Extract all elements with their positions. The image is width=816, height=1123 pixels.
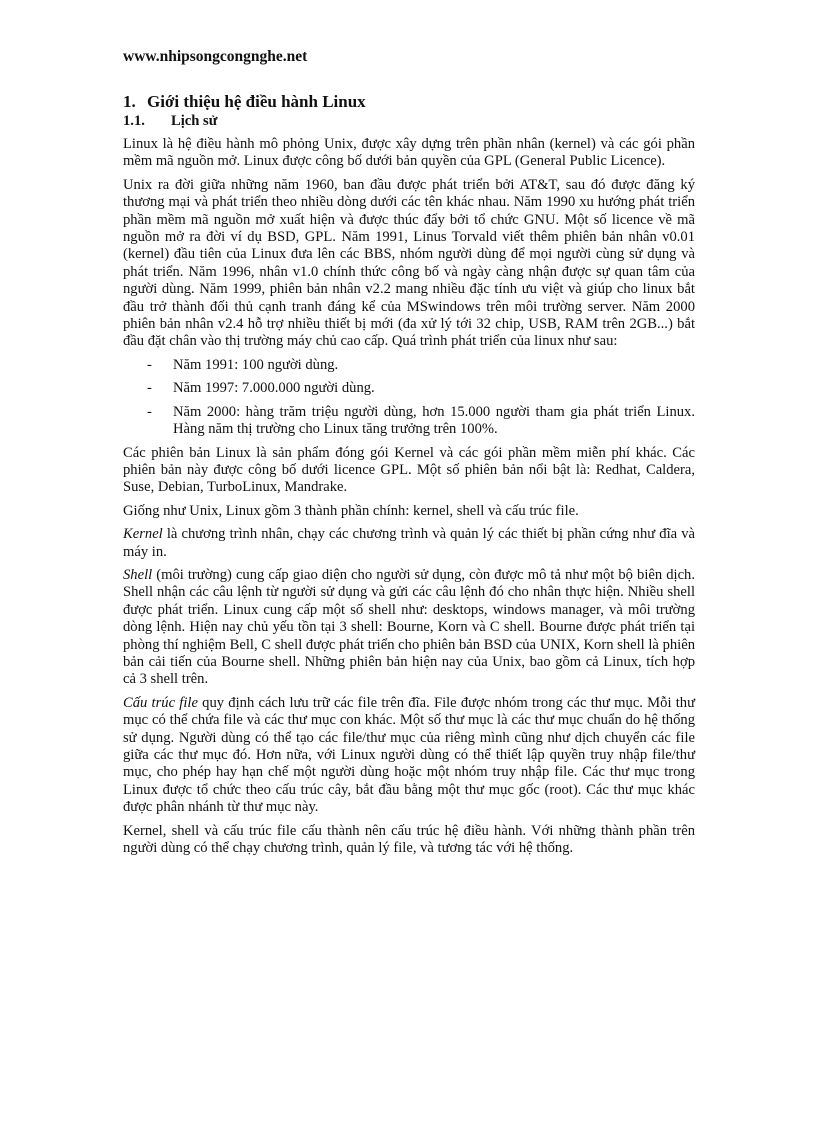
list-item-text: Năm 1991: 100 người dùng. <box>173 356 339 373</box>
section-number: 1. <box>123 92 136 111</box>
term-shell: Shell <box>123 566 153 583</box>
subsection-heading <box>123 113 695 130</box>
list-item <box>123 357 695 374</box>
bullet-dash: - <box>147 356 152 373</box>
paragraph-history: Unix ra đời giữa những năm 1960, ban đầu được phát triển bởi AT&T, sau đó được đăng ký thương mại và phát triển theo nhiều dòng dưới các tên khác nhau. Năm 1990 xu hướng phát triển phần mềm mã nguồn mở xuất hiện và được thúc đẩy bởi tổ chức GNU. Một số licence về mã nguồn mở ra đời ví dụ BSD, GPL. Năm 1991, Linus Torvald viết thêm phiên bản nhân v0.01 (kernel) đầu tiên của Linux đưa lên các BBS, nhóm người dùng để mọi người cùng sử dụng và phát triển. Năm 1996, nhân v1.0 chính thức công bố và ngày càng nhận được sự quan tâm của người dùng. Năm 1999, phiên bản nhân v2.2 mang nhiều đặc tính ưu việt và giúp cho linux bắt đầu trở thành đối thủ cạnh tranh đáng kể của MSwindows trên môi trường server. Năm 2000 phiên bản nhân v2.4 hỗ trợ nhiều thiết bị mới (đa xử lý tới 32 chip, USB, RAM trên 2GB...) bắt đầu đặt chân vào thị trường máy chủ cao cấp. Quá trình phát triển của linux như sau: <box>123 176 695 350</box>
paragraph-kernel <box>123 526 695 561</box>
list-item <box>123 380 695 397</box>
section-heading <box>123 92 695 112</box>
subsection-number: 1.1. <box>123 113 145 129</box>
list-item-text: Năm 1997: 7.000.000 người dùng. <box>173 380 375 397</box>
term-kernel: Kernel <box>123 526 163 543</box>
list-item-text: Năm 2000: hàng trăm triệu người dùng, hơn 15.000 người tham gia phát triển Linux. Hàng năm thị trường cho Linux tăng trưởng trên 100%. <box>173 403 695 438</box>
section-title: Giới thiệu hệ điều hành Linux <box>147 92 366 111</box>
paragraph-shell <box>123 567 695 689</box>
list-item <box>123 404 695 439</box>
paragraph-summary: Kernel, shell và cấu trúc file cấu thành nên cấu trúc hệ điều hành. Với những thành phần trên người dùng có thể chạy chương trình, quản lý file, và tương tác với hệ thống. <box>123 822 695 857</box>
site-url: www.nhipsongcongnghe.net <box>123 48 308 65</box>
term-file-structure: Cấu trúc file <box>123 694 198 711</box>
growth-list <box>123 357 695 439</box>
paragraph-distributions: Các phiên bản Linux là sản phẩm đóng gói Kernel và các gói phần mềm miễn phí khác. Các phiên bản này được công bố dưới licence GPL. Một số phiên bản nổi bật là: Redhat, Caldera, Suse, Debian, TurboLinux, Mandrake. <box>123 444 695 496</box>
paragraph-intro: Linux là hệ điều hành mô phỏng Unix, được xây dựng trên phần nhân (kernel) và các gói phần mềm mã nguồn mở. Linux được công bố dưới bản quyền của GPL (General Public Licence). <box>123 136 695 170</box>
subsection-title: Lịch sử <box>171 113 218 129</box>
document-page <box>123 48 695 863</box>
bullet-dash: - <box>147 380 152 397</box>
bullet-dash: - <box>147 403 152 420</box>
paragraph-components: Giống như Unix, Linux gồm 3 thành phần chính: kernel, shell và cấu trúc file. <box>123 502 579 519</box>
file-structure-description: quy định cách lưu trữ các file trên đĩa. File được nhóm trong các thư mục. Mỗi thư mục có thể chứa file và các thư mục con khác. Một số thư mục là các thư mục chuẩn do hệ thống sử dụng. Người dùng có thể tạo các file/thư mục của riêng mình cũng như dịch chuyển các file giữa các thư mục đó. Hơn nữa, với Linux người dùng có thể thiết lập quyền truy nhập file/thư mục, cho phép hay hạn chế một người dùng hoặc một nhóm truy nhập file. Các thư mục trong Linux được tổ chức theo cấu trúc cây, bắt đầu bằng một thư mục gốc (root). Các thư mục khác được phân nhánh từ thư mục này. <box>123 694 696 816</box>
paragraph-file-structure <box>123 695 695 817</box>
shell-description: (môi trường) cung cấp giao diện cho người sử dụng, còn được mô tả như một bộ biên dịch. Shell nhận các câu lệnh từ người sử dụng và gửi các câu lệnh đó cho nhân thực hiện. Nhiều shell được phát triển. Linux cung cấp một số shell như: desktops, windows manager, và môi trường dòng lệnh. Hiện nay chủ yếu tồn tại 3 shell: Bourne, Korn và C shell. Bourne được phát triển tại phòng thí nghiệm Bell, C shell được phát triển cho phiên bản BSD của UNIX, Korn shell là phiên bản cải tiến của Bourne shell. Những phiên bản hiện nay của Unix, bao gồm cả Linux, tích hợp cả 3 shell trên. <box>123 566 695 688</box>
kernel-description: là chương trình nhân, chạy các chương trình và quản lý các thiết bị phần cứng như đĩa và máy in. <box>123 526 695 560</box>
